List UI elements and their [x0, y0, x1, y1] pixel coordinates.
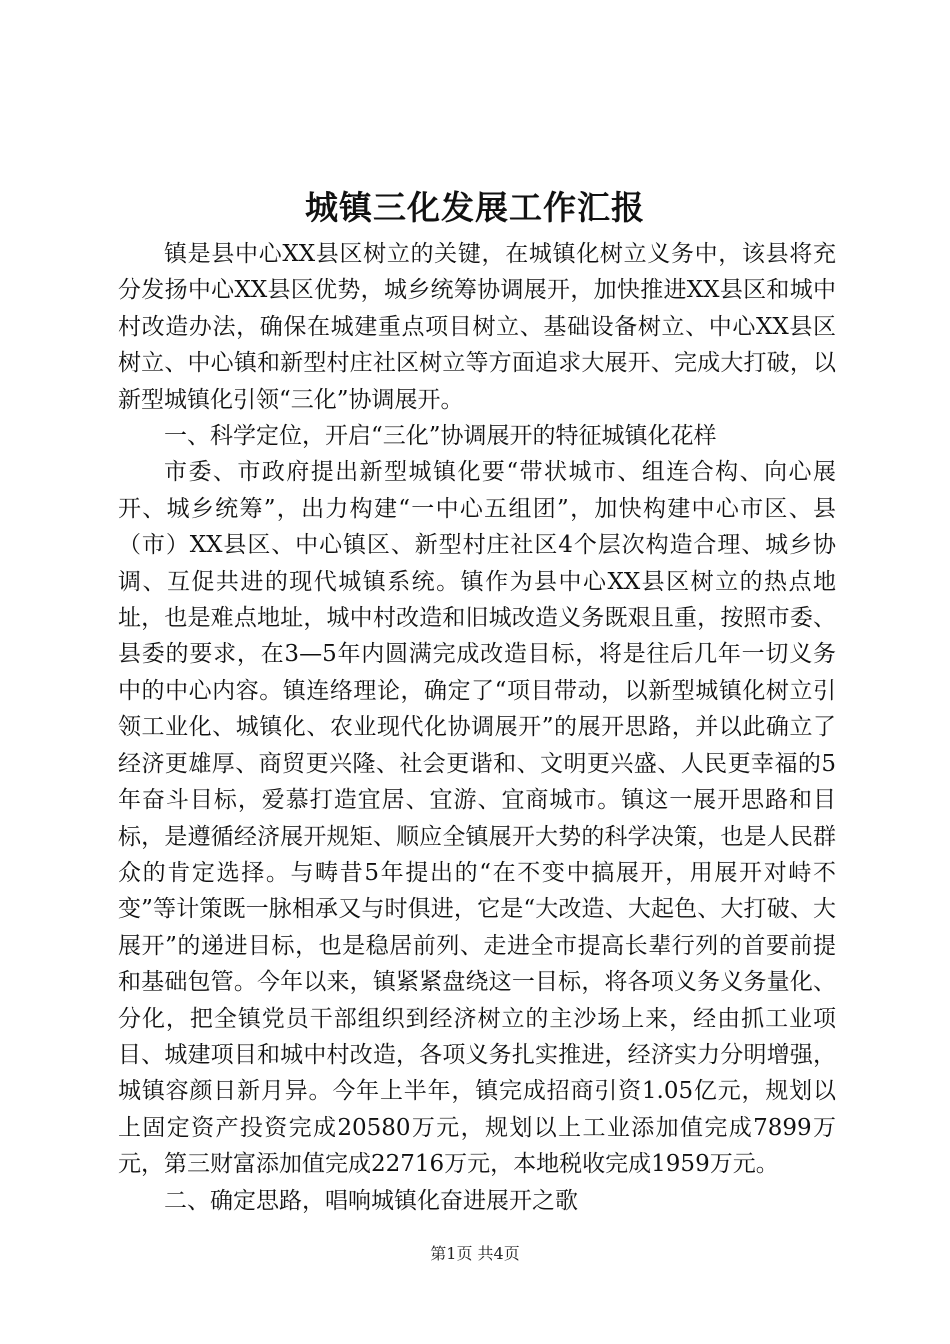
section-1-paragraph: 市委、市政府提出新型城镇化要“带状城市、组连合构、向心展开、城乡统筹”，出力构建“一中心五组团”，加快构建中心市区、县（市）XX县区、中心镇区、新型村庄社区4个层次构造合理、城乡协调、互促共进的现代城镇系统。镇作为县中心XX县区树立的热点地址，也是难点地址，城中村改造和旧城改造义务既艰且重，按照市委、县委的要求，在3—5年内圆满完成改造目标，将是往后几年一切义务中的中心内容。镇连络理论，确定了“项目带动，以新型城镇化树立引领工业化、城镇化、农业现代化协调展开”的展开思路，并以此确立了经济更雄厚、商贸更兴隆、社会更谐和、文明更兴盛、人民更幸福的5年奋斗目标，爱慕打造宜居、宜游、宜商城市。镇这一展开思路和目标，是遵循经济展开规矩、顺应全镇展开大势的科学决策，也是人民群众的肯定选择。与畴昔5年提出的“在不变中搞展开，用展开对峙不变”等计策既一脉相承又与时俱进，它是“大改造、大起色、大打破、大展开”的递进目标，也是稳居前列、走进全市提高长辈行列的首要前提和基础包管。今年以来，镇紧紧盘绕这一目标，将各项义务义务量化、分化，把全镇党员干部组织到经济树立的主沙场上来，经由抓工业项目、城建项目和城中村改造，各项义务扎实推进，经济实力分明增强，城镇容颜日新月异。今年上半年，镇完成招商引资1.05亿元，规划以上固定资产投资完成20580万元，规划以上工业添加值完成7899万元，第三财富添加值完成22716万元，本地税收完成1959万元。 — [118, 459, 836, 1178]
document-title: 城镇三化发展工作汇报 — [305, 188, 645, 227]
page-number-footer: 第1页 共4页 — [430, 1244, 520, 1263]
section-2-heading: 二、确定思路，唱响城镇化奋进展开之歌 — [164, 1187, 578, 1214]
intro-paragraph: 镇是县中心XX县区树立的关键，在城镇化树立义务中，该县将充分发扬中心XX县区优势，城乡统筹协调展开，加快推进XX县区和城中村改造办法，确保在城建重点项目树立、基础设备树立、中心XX县区树立、中心镇和新型村庄社区树立等方面追求大展开、完成大打破，以新型城镇化引领“三化”协调展开。 — [118, 241, 836, 413]
document-body — [118, 236, 836, 1219]
section-1-heading: 一、科学定位，开启“三化”协调展开的特征城镇化花样 — [164, 423, 717, 450]
